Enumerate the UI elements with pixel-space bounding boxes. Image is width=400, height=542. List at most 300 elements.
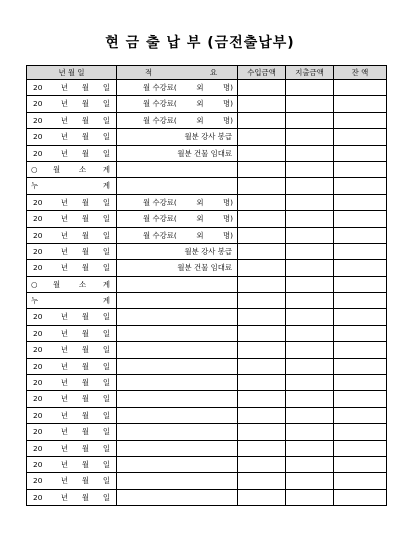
expense-cell[interactable] (286, 391, 334, 407)
date-cell[interactable] (27, 309, 117, 325)
expense-cell[interactable] (286, 112, 334, 128)
income-cell[interactable] (238, 112, 286, 128)
balance-cell[interactable] (334, 309, 387, 325)
date-parts (27, 84, 116, 91)
description-cell[interactable] (117, 194, 238, 210)
balance-cell[interactable] (334, 145, 387, 161)
balance-cell[interactable] (334, 489, 387, 505)
date-parts (27, 150, 116, 157)
header-income: 수입금액 (238, 66, 286, 80)
description-cell[interactable] (117, 161, 238, 177)
date-year: 20 (33, 345, 43, 355)
lecture-fee-text (117, 100, 237, 107)
lecture-prefix: 월 수강료( (143, 214, 177, 224)
date-cell[interactable] (27, 243, 117, 259)
expense-cell[interactable] (286, 161, 334, 177)
date-year-label: 년 (60, 148, 68, 158)
date-month-label: 월 (81, 263, 89, 273)
date-day-label: 일 (102, 492, 110, 502)
date-month-label: 월 (81, 132, 89, 142)
description-cell[interactable] (117, 325, 238, 341)
lecture-prefix: 월 수강료( (143, 115, 177, 125)
date-cell[interactable] (27, 80, 117, 96)
lecture-prefix: 월 수강료( (143, 197, 177, 207)
lecture-mid: 외 (196, 230, 204, 240)
income-cell[interactable] (238, 145, 286, 161)
income-cell[interactable] (238, 211, 286, 227)
balance-cell[interactable] (334, 424, 387, 440)
expense-cell[interactable] (286, 309, 334, 325)
expense-cell[interactable] (286, 243, 334, 259)
date-day-label: 일 (102, 345, 110, 355)
rent-text: 월분 건물 임대료 (177, 263, 232, 273)
table-row (27, 391, 387, 407)
expense-cell[interactable] (286, 342, 334, 358)
balance-cell[interactable] (334, 260, 387, 276)
date-parts (27, 232, 116, 239)
date-cell[interactable] (27, 473, 117, 489)
table-row (27, 424, 387, 440)
date-parts (27, 100, 116, 107)
header-description (117, 66, 238, 80)
cash-ledger-table (26, 65, 387, 506)
cumulative-gye: 계 (102, 181, 110, 191)
date-year: 20 (33, 115, 43, 125)
balance-cell[interactable] (334, 440, 387, 456)
expense-cell[interactable] (286, 129, 334, 145)
subtotal-so: 소 (79, 164, 87, 174)
date-year: 20 (33, 394, 43, 404)
table-row (27, 112, 387, 128)
income-cell[interactable] (238, 309, 286, 325)
date-cell[interactable] (27, 342, 117, 358)
date-cell[interactable] (27, 358, 117, 374)
description-cell[interactable] (117, 424, 238, 440)
date-cell[interactable] (27, 407, 117, 423)
date-parts (27, 330, 116, 337)
description-cell[interactable] (117, 293, 238, 309)
balance-cell[interactable] (334, 407, 387, 423)
date-cell[interactable] (27, 391, 117, 407)
date-month-label: 월 (81, 230, 89, 240)
date-cell[interactable] (27, 456, 117, 472)
date-year: 20 (33, 132, 43, 142)
date-year: 20 (33, 443, 43, 453)
date-year-label: 년 (60, 197, 68, 207)
income-cell[interactable] (238, 325, 286, 341)
date-day-label: 일 (102, 328, 110, 338)
lecture-fee-text (117, 117, 237, 124)
date-parts (27, 199, 116, 206)
expense-cell[interactable] (286, 375, 334, 391)
date-month-label: 월 (81, 394, 89, 404)
balance-cell[interactable] (334, 276, 387, 292)
date-month-label: 월 (81, 410, 89, 420)
date-cell[interactable] (27, 375, 117, 391)
date-month-label: 월 (81, 148, 89, 158)
subtotal-gye: 계 (102, 279, 110, 289)
lecture-suffix: 명) (222, 214, 233, 224)
lecture-suffix: 명) (222, 197, 233, 207)
header-row (27, 66, 387, 80)
income-cell[interactable] (238, 456, 286, 472)
date-month-label: 월 (81, 345, 89, 355)
date-cell[interactable] (27, 489, 117, 505)
description-cell[interactable] (117, 358, 238, 374)
salary-text: 월분 강사 봉급 (184, 246, 232, 256)
expense-cell[interactable] (286, 145, 334, 161)
table-row (27, 358, 387, 374)
date-day-label: 일 (102, 394, 110, 404)
date-parts (27, 264, 116, 271)
table-row (27, 309, 387, 325)
date-year: 20 (33, 230, 43, 240)
header-date: 년 월 일 (27, 66, 117, 80)
date-year: 20 (33, 312, 43, 322)
date-year: 20 (33, 410, 43, 420)
date-cell[interactable] (27, 424, 117, 440)
balance-cell[interactable] (334, 178, 387, 194)
lecture-fee-text (117, 84, 237, 91)
date-year: 20 (33, 378, 43, 388)
income-cell[interactable] (238, 227, 286, 243)
cumulative-total-label (27, 297, 116, 304)
date-month-label: 월 (81, 427, 89, 437)
description-cell[interactable] (117, 407, 238, 423)
date-cell[interactable] (27, 260, 117, 276)
date-day-label: 일 (102, 230, 110, 240)
balance-cell[interactable] (334, 112, 387, 128)
date-day-label: 일 (102, 82, 110, 92)
date-cell[interactable] (27, 145, 117, 161)
date-year-label: 년 (60, 246, 68, 256)
balance-cell[interactable] (334, 358, 387, 374)
subtotal-mark: ○ (31, 164, 38, 174)
lecture-prefix: 월 수강료( (143, 230, 177, 240)
date-month-label: 월 (81, 492, 89, 502)
date-cell[interactable] (27, 129, 117, 145)
date-parts (27, 412, 116, 419)
date-day-label: 일 (102, 312, 110, 322)
description-cell[interactable] (117, 391, 238, 407)
date-year: 20 (33, 148, 43, 158)
expense-cell[interactable] (286, 80, 334, 96)
date-day-label: 일 (102, 427, 110, 437)
balance-cell[interactable] (334, 325, 387, 341)
description-cell[interactable] (117, 129, 238, 145)
date-parts (27, 248, 116, 255)
date-year-label: 년 (60, 263, 68, 273)
income-cell[interactable] (238, 407, 286, 423)
date-year: 20 (33, 99, 43, 109)
date-year: 20 (33, 361, 43, 371)
balance-cell[interactable] (334, 129, 387, 145)
income-cell[interactable] (238, 342, 286, 358)
description-cell[interactable] (117, 178, 238, 194)
table-row (27, 276, 387, 292)
expense-cell[interactable] (286, 407, 334, 423)
expense-cell[interactable] (286, 456, 334, 472)
description-cell[interactable] (117, 309, 238, 325)
cumulative-total-label (27, 182, 116, 189)
date-month-label: 월 (81, 99, 89, 109)
monthly-subtotal-label (27, 166, 116, 173)
table-row (27, 178, 387, 194)
date-year: 20 (33, 82, 43, 92)
date-year-label: 년 (60, 345, 68, 355)
income-cell[interactable] (238, 489, 286, 505)
lecture-fee-text (117, 232, 237, 239)
date-year-label: 년 (60, 492, 68, 502)
date-year-label: 년 (60, 459, 68, 469)
lecture-fee-text (117, 199, 237, 206)
expense-cell[interactable] (286, 293, 334, 309)
lecture-suffix: 명) (222, 82, 233, 92)
subtotal-gye: 계 (102, 164, 110, 174)
table-row (27, 194, 387, 210)
description-cell[interactable] (117, 260, 238, 276)
date-parts (27, 133, 116, 140)
lecture-mid: 외 (196, 99, 204, 109)
description-cell[interactable] (117, 96, 238, 112)
expense-cell[interactable] (286, 178, 334, 194)
date-day-label: 일 (102, 148, 110, 158)
income-cell[interactable] (238, 473, 286, 489)
date-year: 20 (33, 263, 43, 273)
date-parts (27, 428, 116, 435)
date-day-label: 일 (102, 115, 110, 125)
table-row (27, 440, 387, 456)
date-day-label: 일 (102, 99, 110, 109)
date-month-label: 월 (81, 82, 89, 92)
expense-cell[interactable] (286, 96, 334, 112)
date-day-label: 일 (102, 197, 110, 207)
lecture-mid: 외 (196, 197, 204, 207)
expense-cell[interactable] (286, 325, 334, 341)
date-year-label: 년 (60, 476, 68, 486)
date-parts (27, 494, 116, 501)
income-cell[interactable] (238, 96, 286, 112)
income-cell[interactable] (238, 276, 286, 292)
balance-cell[interactable] (334, 473, 387, 489)
income-cell[interactable] (238, 424, 286, 440)
income-cell[interactable] (238, 243, 286, 259)
description-cell[interactable] (117, 342, 238, 358)
table-row (27, 260, 387, 276)
date-cell[interactable] (27, 178, 117, 194)
lecture-suffix: 명) (222, 115, 233, 125)
date-cell[interactable] (27, 325, 117, 341)
date-day-label: 일 (102, 246, 110, 256)
date-year-label: 년 (60, 328, 68, 338)
date-cell[interactable] (27, 96, 117, 112)
header-desc-right: 요 (209, 67, 217, 77)
date-month-label: 월 (81, 459, 89, 469)
date-parts (27, 461, 116, 468)
date-month-label: 월 (81, 443, 89, 453)
expense-cell[interactable] (286, 276, 334, 292)
cumulative-nu: 누 (31, 181, 39, 191)
income-cell[interactable] (238, 161, 286, 177)
description-cell[interactable] (117, 375, 238, 391)
date-day-label: 일 (102, 214, 110, 224)
income-cell[interactable] (238, 440, 286, 456)
income-cell[interactable] (238, 391, 286, 407)
date-cell[interactable] (27, 227, 117, 243)
date-year: 20 (33, 197, 43, 207)
date-month-label: 월 (81, 214, 89, 224)
date-year-label: 년 (60, 230, 68, 240)
date-year-label: 년 (60, 427, 68, 437)
expense-cell[interactable] (286, 358, 334, 374)
date-year: 20 (33, 246, 43, 256)
table-row (27, 407, 387, 423)
subtotal-month: 월 (53, 164, 61, 174)
date-day-label: 일 (102, 132, 110, 142)
income-cell[interactable] (238, 194, 286, 210)
income-cell[interactable] (238, 80, 286, 96)
table-row (27, 489, 387, 505)
expense-cell[interactable] (286, 211, 334, 227)
balance-cell[interactable] (334, 293, 387, 309)
table-row (27, 243, 387, 259)
table-row (27, 293, 387, 309)
expense-cell[interactable] (286, 473, 334, 489)
date-parts (27, 313, 116, 320)
balance-cell[interactable] (334, 80, 387, 96)
table-row (27, 375, 387, 391)
expense-cell[interactable] (286, 424, 334, 440)
balance-cell[interactable] (334, 211, 387, 227)
expense-cell[interactable] (286, 440, 334, 456)
description-cell[interactable] (117, 440, 238, 456)
date-parts (27, 477, 116, 484)
income-cell[interactable] (238, 293, 286, 309)
monthly-subtotal-label (27, 281, 116, 288)
date-cell[interactable] (27, 112, 117, 128)
header-expense: 지출금액 (286, 66, 334, 80)
subtotal-month: 월 (53, 279, 61, 289)
date-day-label: 일 (102, 410, 110, 420)
description-cell[interactable] (117, 456, 238, 472)
date-year-label: 년 (60, 115, 68, 125)
table-row (27, 129, 387, 145)
date-parts (27, 346, 116, 353)
expense-cell[interactable] (286, 260, 334, 276)
expense-cell[interactable] (286, 489, 334, 505)
table-row (27, 342, 387, 358)
date-year-label: 년 (60, 443, 68, 453)
description-cell[interactable] (117, 112, 238, 128)
date-cell[interactable] (27, 293, 117, 309)
balance-cell[interactable] (334, 391, 387, 407)
date-parts (27, 445, 116, 452)
date-year-label: 년 (60, 214, 68, 224)
lecture-fee-text (117, 215, 237, 222)
table-row (27, 473, 387, 489)
date-year: 20 (33, 328, 43, 338)
date-month-label: 월 (81, 361, 89, 371)
date-parts (27, 117, 116, 124)
description-cell[interactable] (117, 145, 238, 161)
lecture-prefix: 월 수강료( (143, 82, 177, 92)
date-month-label: 월 (81, 115, 89, 125)
date-day-label: 일 (102, 459, 110, 469)
date-parts (27, 363, 116, 370)
balance-cell[interactable] (334, 456, 387, 472)
date-day-label: 일 (102, 361, 110, 371)
page-title: 현 금 출 납 부 (금전출납부) (105, 35, 295, 51)
expense-cell[interactable] (286, 194, 334, 210)
date-year-label: 년 (60, 99, 68, 109)
ledger-body (27, 80, 387, 506)
table-row (27, 227, 387, 243)
date-month-label: 월 (81, 378, 89, 388)
income-cell[interactable] (238, 260, 286, 276)
table-row (27, 325, 387, 341)
date-year-label: 년 (60, 394, 68, 404)
description-cell[interactable] (117, 243, 238, 259)
table-row (27, 456, 387, 472)
lecture-mid: 외 (196, 115, 204, 125)
balance-cell[interactable] (334, 342, 387, 358)
income-cell[interactable] (238, 178, 286, 194)
description-cell[interactable] (117, 489, 238, 505)
date-year-label: 년 (60, 312, 68, 322)
date-year: 20 (33, 427, 43, 437)
balance-cell[interactable] (334, 161, 387, 177)
date-day-label: 일 (102, 378, 110, 388)
date-year: 20 (33, 492, 43, 502)
date-month-label: 월 (81, 476, 89, 486)
subtotal-mark: ○ (31, 279, 38, 289)
date-year: 20 (33, 476, 43, 486)
income-cell[interactable] (238, 375, 286, 391)
date-year: 20 (33, 214, 43, 224)
lecture-mid: 외 (196, 214, 204, 224)
date-month-label: 월 (81, 328, 89, 338)
balance-cell[interactable] (334, 227, 387, 243)
income-cell[interactable] (238, 358, 286, 374)
balance-cell[interactable] (334, 194, 387, 210)
balance-cell[interactable] (334, 243, 387, 259)
table-row (27, 96, 387, 112)
description-cell[interactable] (117, 276, 238, 292)
description-cell[interactable] (117, 80, 238, 96)
balance-cell[interactable] (334, 375, 387, 391)
date-year-label: 년 (60, 132, 68, 142)
date-cell[interactable] (27, 161, 117, 177)
date-month-label: 월 (81, 312, 89, 322)
expense-cell[interactable] (286, 227, 334, 243)
table-row (27, 161, 387, 177)
description-cell[interactable] (117, 473, 238, 489)
date-cell[interactable] (27, 276, 117, 292)
table-row (27, 211, 387, 227)
date-year-label: 년 (60, 361, 68, 371)
description-cell[interactable] (117, 227, 238, 243)
cumulative-gye: 계 (102, 296, 110, 306)
date-month-label: 월 (81, 197, 89, 207)
date-cell[interactable] (27, 211, 117, 227)
balance-cell[interactable] (334, 96, 387, 112)
date-year: 20 (33, 459, 43, 469)
income-cell[interactable] (238, 129, 286, 145)
date-cell[interactable] (27, 440, 117, 456)
date-cell[interactable] (27, 194, 117, 210)
description-cell[interactable] (117, 211, 238, 227)
lecture-prefix: 월 수강료( (143, 99, 177, 109)
